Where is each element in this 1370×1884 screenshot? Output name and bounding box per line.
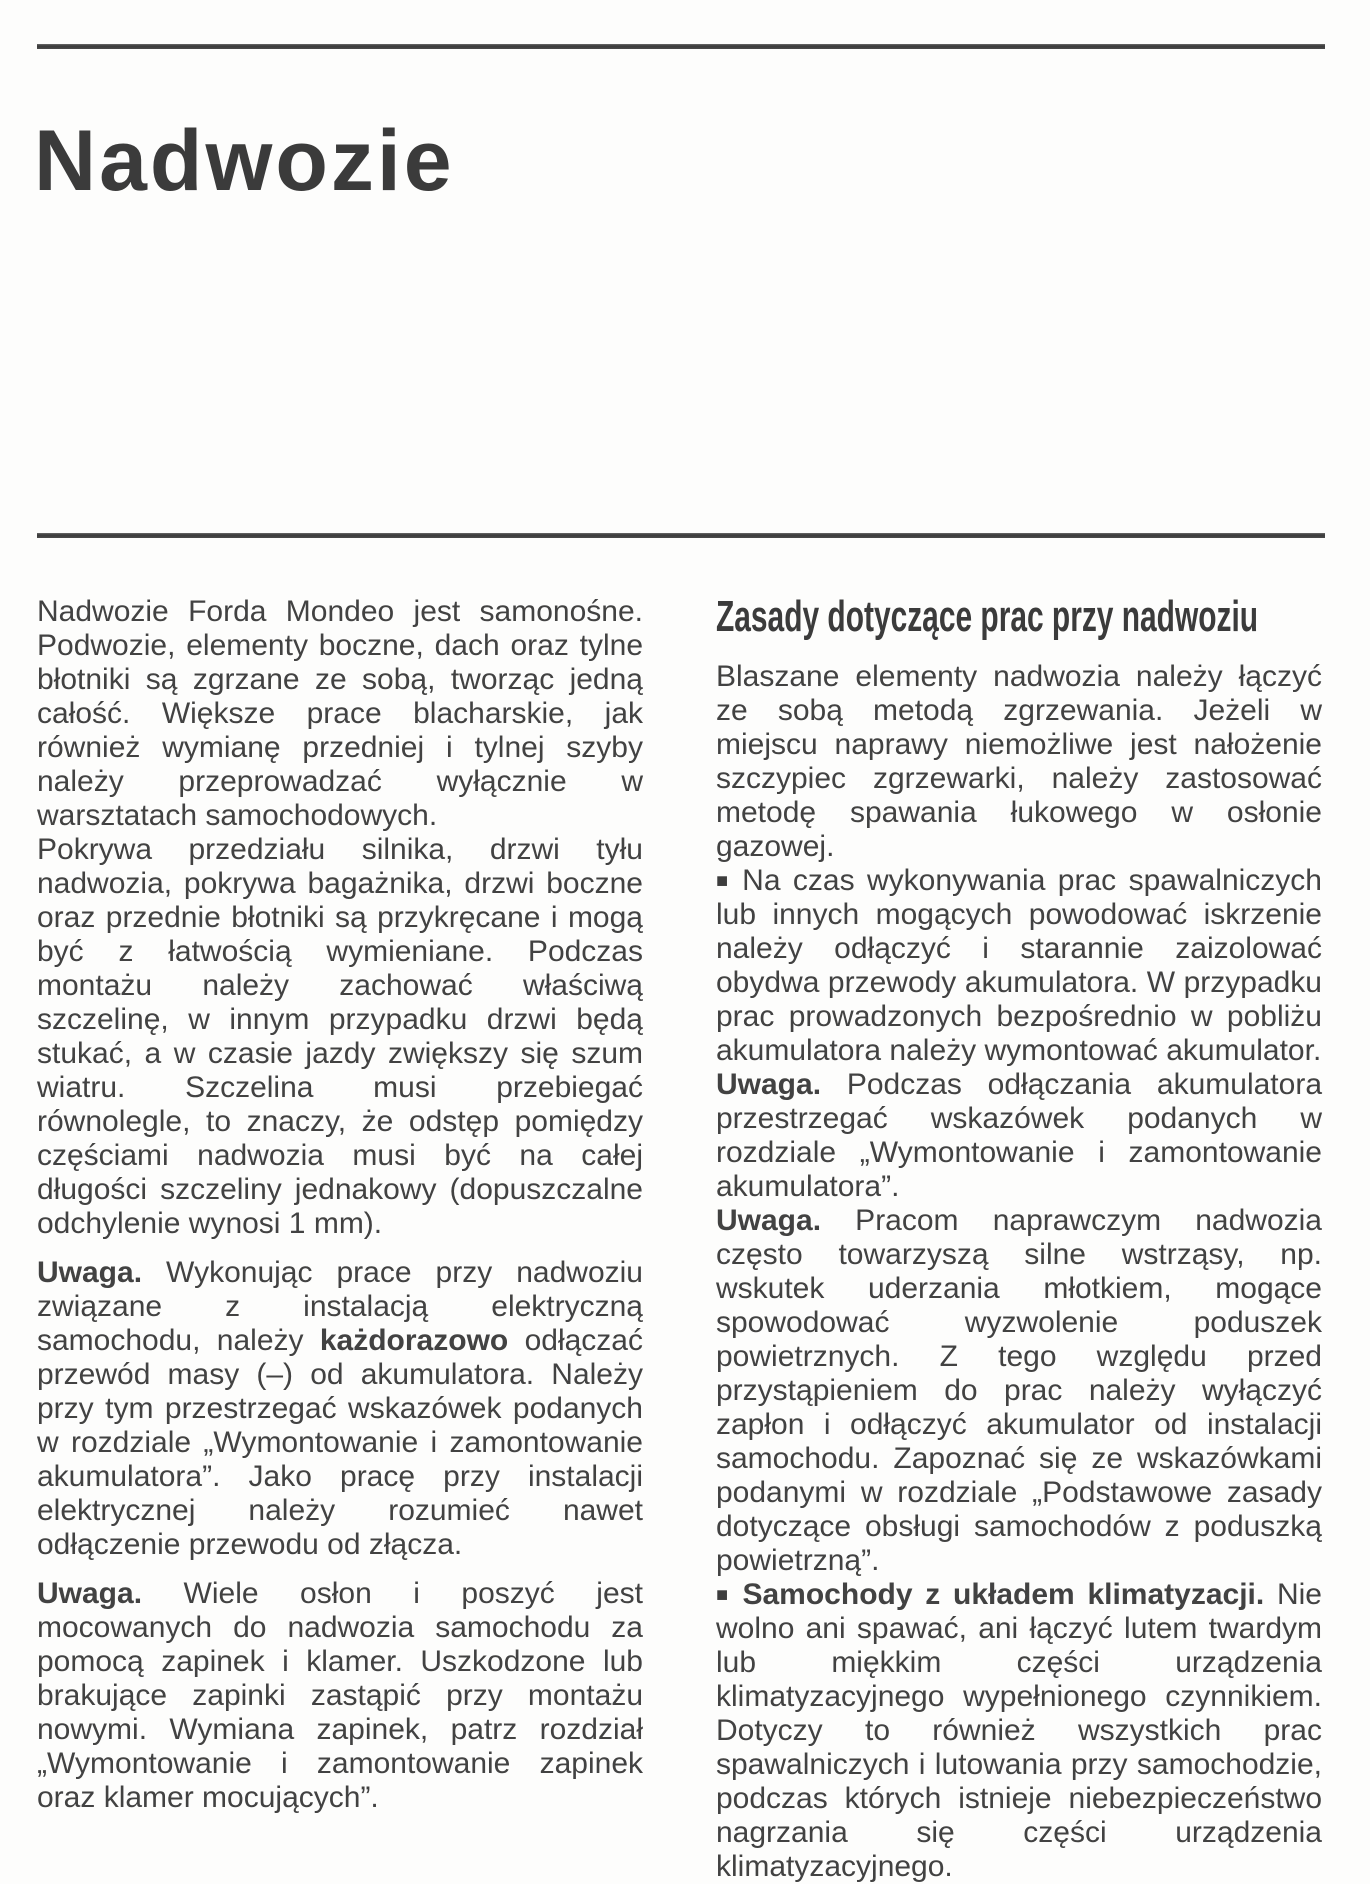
text-segment: Pracom naprawczym nadwozia często towarzyszą silne wstrząsy, np. wskutek uderzania młotkiem, mogące spowodować wyzwolenie poduszek powietrznych. Z tego względu przed przystąpieniem do prac należy wyłączyć zapłon i odłączyć akumulator od instalacji samochodu. Zapoznać się ze wskazówkami podanymi w rozdziale „Podstawowe zasady dotyczące obsługi samochodów z poduszką powietrzną”. [716,1204,1322,1577]
paragraph-text [716,1068,1322,1203]
top-divider [37,44,1325,49]
paragraph-text [37,1256,643,1561]
page-title: Nadwozie [34,112,455,209]
paragraph-text [716,1204,1322,1577]
text-segment: Uwaga. [716,1204,822,1237]
paragraph-text [37,1577,643,1814]
paragraph-note-airbag [716,1204,1322,1578]
section-divider [37,533,1325,538]
left-column [37,595,643,1884]
text-segment: Pokrywa przedziału silnika, drzwi tyłu nadwozia, pokrywa bagażnika, drzwi boczne oraz przednie błotniki są przykręcane i mogą być z łatwością wymieniane. Podczas montażu należy zachować właściwą szczelinę, w innym przypadku drzwi będą stukać, a w czasie jazdy zwiększy się szum wiatru. Szczelina musi przebiegać równolegle, to znaczy, że odstęp pomiędzy częściami nadwozia musi być na całej długości szczeliny jednakowy (dopuszczalne odchylenie wynosi 1 mm). [37,833,643,1240]
text-segment: Samochody z układem klimatyzacji. [742,1578,1265,1611]
paragraph-text [716,864,1322,1067]
text-segment: Uwaga. [716,1068,822,1101]
text-segment: Na czas wykonywania prac spawalniczych lub innych mogących powodować iskrzenie należy odłączyć i starannie zaizolować obydwa przewody akumulatora. W przypadku prac prowadzonych bezpośrednio w pobliżu akumulatora należy wymontować akumulator. [716,864,1322,1067]
text-segment: każdorazowo [319,1324,509,1357]
two-column-layout [37,592,1325,1884]
text-segment: Uwaga. [37,1256,143,1289]
text-segment: Blaszane elementy nadwozia należy łączyć ze sobą metodą zgrzewania. Jeżeli w miejscu naprawy niemożliwe jest nałożenie szczypiec zgrzewarki, należy zastosować metodę spawania łukowego w osłonie gazowej. [716,660,1322,863]
right-column [716,592,1322,1884]
paragraph-note-battery-disconnect [716,1068,1322,1204]
paragraph-welding-method [716,660,1322,864]
bullet-square-icon: ■ [716,1584,733,1606]
paragraph-text [716,660,1322,863]
text-segment: odłączać przewód masy (–) od akumulatora. Należy przy tym przestrzegać wskazówek podanych w rozdziale „Wymontowanie i zamontowanie akumulatora”. Jako pracę przy instalacji elektrycznej należy rozumieć nawet odłączenie przewodu od złącza. [37,1324,643,1561]
text-segment: Uwaga. [37,1577,143,1610]
text-segment: Podczas odłączania akumulatora przestrzegać wskazówek podanych w rozdziale „Wymontowanie i zamontowanie akumulatora”. [716,1068,1322,1203]
bullet-square-icon: ■ [716,870,733,892]
paragraph-text [37,833,643,1240]
paragraph-intro [37,595,643,833]
text-segment: Nie wolno ani spawać, ani łączyć lutem twardym lub miękkim części urządzenia klimatyzacyjnego wypełnionego czynnikiem. Dotyczy to również wszystkich prac spawalniczych i lutowania przy samochodzie, podczas których istnieje niebezpieczeństwo nagrzania się części urządzenia klimatyzacyjnego. [716,1578,1322,1883]
section-heading: Zasady dotyczące prac przy nadwoziu [716,592,1259,641]
paragraph-note-clips [37,1577,643,1815]
text-segment: Nadwozie Forda Mondeo jest samonośne. Podwozie, elementy boczne, dach oraz tylne błotniki są zgrzane ze sobą, tworząc jedną całość. Większe prace blacharskie, jak również wymianę przedniej i tylnej szyby należy przeprowadzać wyłącznie w warsztatach samochodowych. [37,595,643,832]
paragraph-text [716,1578,1322,1883]
paragraph-text [37,595,643,832]
text-segment: Wiele osłon i poszyć jest mocowanych do nadwozia samochodu za pomocą zapinek i klamer. Uszkodzone lub brakujące zapinki zastąpić przy montażu nowymi. Wymiana zapinek, patrz rozdział „Wymontowanie i zamontowanie zapinek oraz klamer mocujących”. [37,1577,643,1814]
text-segment: Wykonując prace przy nadwoziu związane z instalacją elektryczną samochodu, należy [37,1256,643,1357]
paragraph-air-conditioning [716,1578,1322,1884]
paragraph-sparks-warning [716,864,1322,1068]
paragraph-note-electrical [37,1256,643,1562]
paragraph-bolted-panels [37,833,643,1241]
